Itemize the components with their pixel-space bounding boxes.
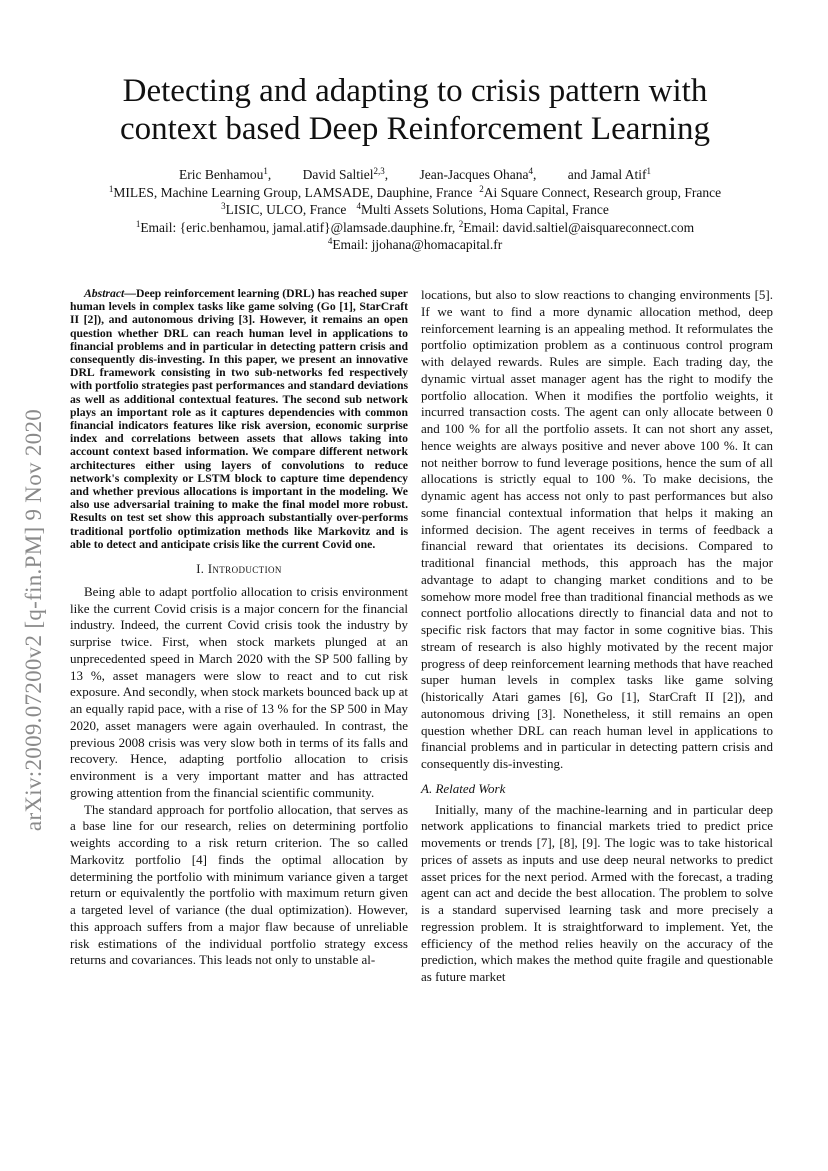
section-introduction-heading: I. Introduction (196, 562, 282, 577)
abstract (70, 287, 408, 551)
subsection-related-work-heading: A. Related Work (421, 780, 506, 796)
author-names (60, 166, 770, 184)
author-4: and Jamal Atif$^1$ (567, 166, 652, 182)
left-column (70, 287, 408, 969)
paper-title (60, 72, 770, 148)
title-line-2: context based Deep Reinforcement Learning (119, 111, 711, 147)
author-1: Eric Benhamou$^1$, (178, 166, 272, 182)
email-line-2: $^4$Email: jjohana@homacapital.fr (327, 236, 503, 252)
author-block (60, 166, 770, 254)
abstract-text: —Deep reinforcement learning (DRL) has reached super human levels in complex tasks like game solving (Go [1], StarCraft II [2]), and autonomous driving [3]. However, it remains an open question whether DRL can reach human level in applications to financial problems and in particular in detecting pattern crisis and consequently dis-investing. In this paper, we present an innovative DRL framework consisting in two sub-networks fed respectively with portfolio strategies past performances and standard deviations as well as additional contextual features. The second sub network plays an important role as it captures dependencies with common financial indicators features like risk aversion, economic surprise index and correlations between assets that allows taking into account context based information. We compare different network architectures either using layers of convolutions to reduce network's complexity or LSTM block to capture time dependency and whether previous allocations is important in the modeling. We also use adversarial training to make the final model more robust. Results on test set show this approach substantially over-performs traditional portfolio optimization methods like Markovitz and is able to detect and anticipate crisis like the current Covid one. (70, 287, 408, 551)
email-line-1: $^1$Email: {eric.benhamou, jamal.atif}@lamsade.dauphine.fr, $^2$Email: david.saltiel@aisquareconnect.com (135, 218, 695, 235)
author-3: Jean-Jacques Ohana$^4$, (419, 166, 537, 182)
arxiv-stamp: arXiv:2009.07200v2 [q-fin.PM] 9 Nov 2020 (21, 408, 46, 832)
abstract-lead: Abstract (84, 287, 125, 300)
intro-paragraph-3: locations, but also to slow reactions to changing environments [5]. If we want to find a more dynamic allocation method, deep reinforcement learning is an appealing method. It reformulates the portfolio optimization problem as a continuous control program with delayed rewards. Rules are simple. Each trading day, the dynamic virtual asset manager agent has the right to modify the portfolio allocation. When it modifies the portfolio weights, it incurred transaction costs. The agent can only allocate between 0 and 100 % for all the portfolio assets. It can not short any asset, hence weights are always positive and never above 100 %. It can not neither borrow to fund leverage positions, hence the sum of all allocations is strictly equal to 100 %. To make decisions, the dynamic agent has access not only to past performances but also some financial contextual information that helps it making an informed decision. The agent receives in terms of feedback a financial reward that orientates its decisions. Compared to traditional financial methods, this approach has the major advantage to adapt to changing market conditions and to be somehow more model free than traditional financial methods as we connect portfolio allocations directly to financial data and not to specific risk factors that may factor in some cognitive bias. This stream of research is also highly motivated by the recent major progress of deep reinforcement learning methods that have reached super human levels in complex tasks like game solving (historically Atari games [6], Go [1], StarCraft II [2]), and autonomous driving [3]. Nonetheless, it still remains an open question whether DRL can reach human level in applications to financial problems and in particular in detecting pattern crisis and consequently dis-investing. (421, 287, 773, 771)
affiliation-line-2: $^3$LISIC, ULCO, France $^4$Multi Assets Solutions, Homa Capital, France (221, 201, 609, 217)
right-column (421, 287, 773, 986)
intro-paragraph-1: Being able to adapt portfolio allocation to crisis environment like the current Covid crisis is a major concern for the financial industry. Indeed, the current Covid crisis took the industry by surprise twice. First, when stock markets plunged at an unprecedented speed in March 2020 with the SP 500 falling by 13 %, asset managers were slow to react and to cut risk exposure. And secondly, when stock markets bounced back up at an equally rapid pace, with a rise of 13 % for the SP 500 in May 2020, asset managers were again overhauled. In contrast, the previous 2008 crisis was very slow both in terms of its falls and recovery. Hence, adapting portfolio allocation to crisis environment is a very important matter and has attracted growing attention from the financial scientific community. (70, 583, 408, 800)
related-work-paragraph-1: Initially, many of the machine-learning and in particular deep network applications to financial markets tried to predict price movements or trends [7], [8], [9]. The logic was to take historical prices of assets as inputs and use deep neural networks to predict asset prices for the next period. Armed with the forecast, a trading agent can act and decide the best allocation. The problem to solve is a standard supervised learning task and more precisely a regression problem. It is straightforward to implement. Yet, the efficiency of the method relies heavily on the accuracy of the prediction, which makes the method quite fragile and questionable as future market (421, 801, 773, 984)
intro-paragraph-2: The standard approach for portfolio allocation, that serves as a base line for our research, relies on determining portfolio weights according to a risk return criterion. The so called Markovitz portfolio [4] finds the optimal allocation by determining the portfolio with minimum variance given a target return or equivalently the portfolio with maximum return given a targeted level of variance (the dual optimization). However, this approach suffers from a major flaw because of unreliable risk estimations of the individual portfolio strategy excess returns and covariances. This leads not only to unstable al- (70, 801, 408, 968)
affiliation-line-1: $^1$MILES, Machine Learning Group, LAMSADE, Dauphine, France $^2$Ai Square Connect, Research group, France (108, 183, 722, 200)
title-line-1: Detecting and adapting to crisis pattern with (122, 73, 708, 109)
author-2: David Saltiel$^{2,3}$, (302, 166, 389, 182)
